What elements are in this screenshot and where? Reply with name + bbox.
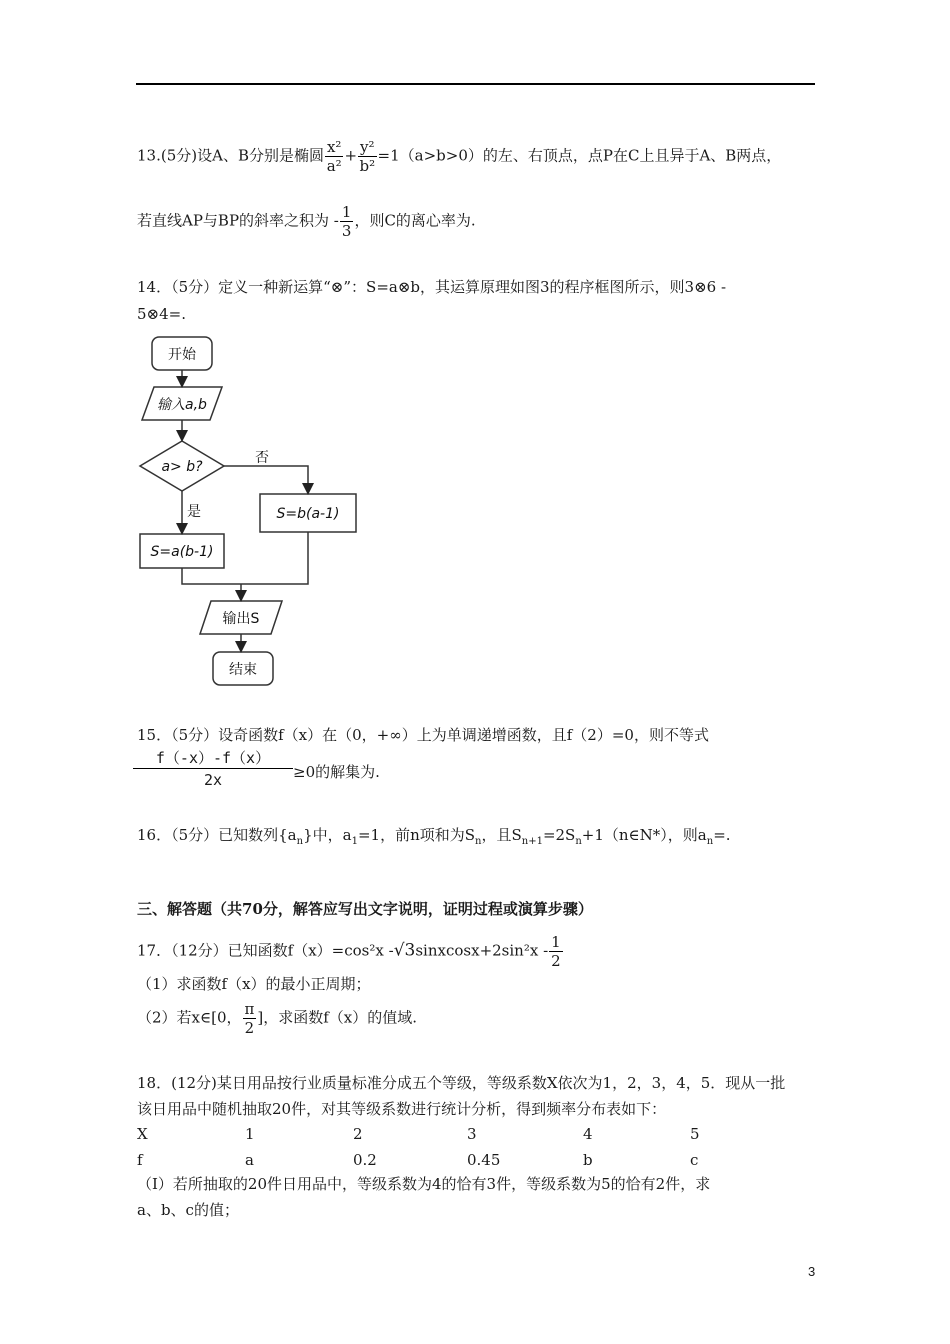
section-heading: 三、解答题（共70分，解答应写出文字说明，证明过程或演算步骤）: [137, 900, 593, 918]
q15-fraction-denominator: 2x: [203, 771, 223, 789]
table-header-2: 2: [353, 1125, 363, 1143]
table-header-5: 5: [690, 1125, 700, 1143]
question-14-line2: 5⊗4=.: [137, 305, 186, 323]
table-header-1: 1: [245, 1125, 255, 1143]
yes-label: 是: [187, 504, 201, 520]
table-cell-4: b: [583, 1151, 593, 1169]
question-18-part1-line1: （Ⅰ）若所抽取的20件日用品中，等级系数为4的恰有3件，等级系数为5的恰有2件，求: [137, 1175, 711, 1193]
fraction-x2-a2: $\frac{\text{x²}}{\text{a²}}$: [326, 138, 342, 175]
table-cell-0: f: [137, 1151, 143, 1169]
q15-fraction-numerator: f（-x）-f（x）: [133, 748, 293, 769]
question-15-line2: ≥0的解集为.: [293, 763, 380, 781]
question-18-line2: 该日用品中随机抽取20件，对其等级系数进行统计分析，得到频率分布表如下：: [137, 1100, 667, 1118]
input-label: 输入a,b: [157, 397, 207, 413]
question-13-line2: 若直线AP与BP的斜率之积为 - $\frac{1}{3}$ ，则C的离心率为.: [137, 203, 476, 240]
no-branch-label: S=b(a-1): [276, 506, 340, 522]
sqrt-three: √3: [393, 940, 416, 961]
question-17-part1: （1）求函数f（x）的最小正周期；: [137, 975, 371, 993]
no-label: 否: [255, 450, 269, 466]
question-17-part2: （2）若x∈[0， $\frac{\pi}{2}$ ]，求函数f（x）的值域.: [137, 1000, 418, 1037]
table-cell-2: 0.2: [353, 1151, 377, 1169]
end-label: 结束: [229, 662, 257, 678]
question-18-part1-line2: a、b、c的值；: [137, 1201, 239, 1219]
program-flowchart: [130, 330, 390, 695]
fraction-one-third: $\frac{1}{3}$: [341, 203, 352, 240]
question-13-line1: 13.(5分)设A、B分别是椭圆 $\frac{\text{x²}}{\text{a²}}$ + $\frac{\text{y²}}{\text{b²}}$ =1（a>b>0）的左、右顶点，点P在C上且异于A、B两点，: [137, 138, 782, 175]
question-15-line1: 15．（5分）设奇函数f（x）在（0，+∞）上为单调递增函数，且f（2）=0，则不等式: [137, 726, 709, 744]
table-cell-3: 0.45: [467, 1151, 501, 1169]
fraction-pi-half: $\frac{\pi}{2}$: [244, 1000, 255, 1037]
question-17: 17．（12分）已知函数f（x）=cos²x -√3sinxcosx+2sin²x - $\frac{1}{2}$: [137, 933, 561, 970]
question-18-line1: 18．(12分)某日用品按行业质量标准分成五个等级，等级系数X依次为1，2，3，4，5．现从一批: [137, 1074, 786, 1092]
condition-label: a> b?: [161, 459, 203, 475]
question-16: 16．（5分）已知数列$\{a_n\}$中，$a_1=1$，前n项和为$S_n$，且$S_{n+1}=2S_n+1(n\in N*)$，则$a_n=$.: [137, 826, 731, 847]
q15-fraction: [133, 748, 293, 791]
start-label: 开始: [168, 347, 196, 363]
table-header-4: 4: [583, 1125, 593, 1143]
yes-branch-label: S=a(b-1): [150, 544, 214, 560]
header-rule: [136, 83, 815, 85]
table-header-3: 3: [467, 1125, 477, 1143]
table-cell-1: a: [245, 1151, 254, 1169]
table-header-0: X: [137, 1125, 148, 1143]
table-cell-5: c: [690, 1151, 699, 1169]
question-14-line1: 14．（5分）定义一种新运算“⊗”：S=a⊗b，其运算原理如图3的程序框图所示，则3⊗6 -: [137, 278, 727, 296]
fraction-y2-b2: $\frac{\text{y²}}{\text{b²}}$: [359, 138, 376, 175]
page-number: 3: [808, 1264, 816, 1279]
output-label: 输出S: [222, 611, 260, 627]
fraction-one-half: $\frac{1}{2}$: [551, 933, 561, 970]
